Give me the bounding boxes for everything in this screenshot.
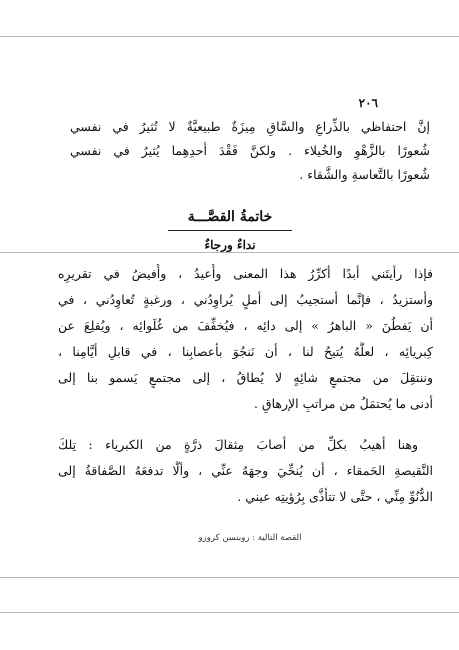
closing-line: النَّقيصةِ الحَمقاء ، أن يُنحِّيَ وجهَهُ عنِّي ، وألَّا تدفعَهُ الصَّفاقةُ إلى [58, 463, 433, 478]
horizontal-rule [0, 612, 459, 613]
horizontal-rule [0, 36, 459, 37]
title-underline [168, 230, 292, 231]
footer-note: القصة التالية : روبنسن كروزو [198, 533, 302, 543]
intro-line: إنَّ احتفاظي بالذِّراعِ والسَّاقِ مِيزَةٌ طبيعيَّةٌ لا تُثيرُ في نفسي [70, 119, 430, 134]
intro-line: شُعورًا بالزَّهْوِ والخُيلاء . ولكنَّ فَقْدَ أحدِهِما يُثيرُ في نفسي [70, 143, 430, 158]
body-line: أن يَفطُنَ « الباهرُ » إلى دائِه ، فيُخفِّفَ من غُلَوائِه ، ويُقلِعَ عن [58, 318, 433, 333]
section-title: خاتمةُ القصَّـــة [187, 209, 273, 225]
intro-line: شُعورًا بالتَّعاسةِ والشَّقاء . [299, 167, 430, 182]
horizontal-rule [0, 577, 459, 578]
body-line: وننتقِلَ من مجتمعٍ شائِهٍ لا يُطاقُ ، إلى مجتمعٍ يَسمو بنا إلى [58, 370, 433, 385]
body-line: أدنى ما يُحتمَلُ من مراتبِ الإرهاقِ . [253, 396, 433, 411]
closing-line: وهنا أهيبُ بكلِّ من أصابَ مِثقالَ ذرَّةٍ من الكبرياء : تِلكَ [58, 437, 418, 452]
section-subtitle: نداءٌ ورجاءٌ [204, 238, 256, 252]
page-number: ٢٠٦ [358, 96, 378, 110]
horizontal-rule [0, 252, 459, 253]
body-line: وأستزيدُ ، فإنَّما أستجيبُ إلى أملٍ يُراوِدُني ، ورغبةٍ تُعاوِدُني ، في [58, 292, 433, 307]
body-line: فإذا رأيتَني أبدًا أكرِّرُ هذا المعنى وأُعيدُ ، وأُفيضُ في تقريرِه [58, 266, 433, 281]
body-line: كِبريائِه ، لعلَّهُ يُتيحُ لنا ، أن نَنجُوَ بأعصابِنا ، في قابلِ أيَّامِنا ، [58, 344, 433, 359]
closing-line: الدُّنُوِّ مِنِّي ، حتَّى لا تتأذَّى بِرُؤيتِه عيني . [237, 489, 433, 504]
